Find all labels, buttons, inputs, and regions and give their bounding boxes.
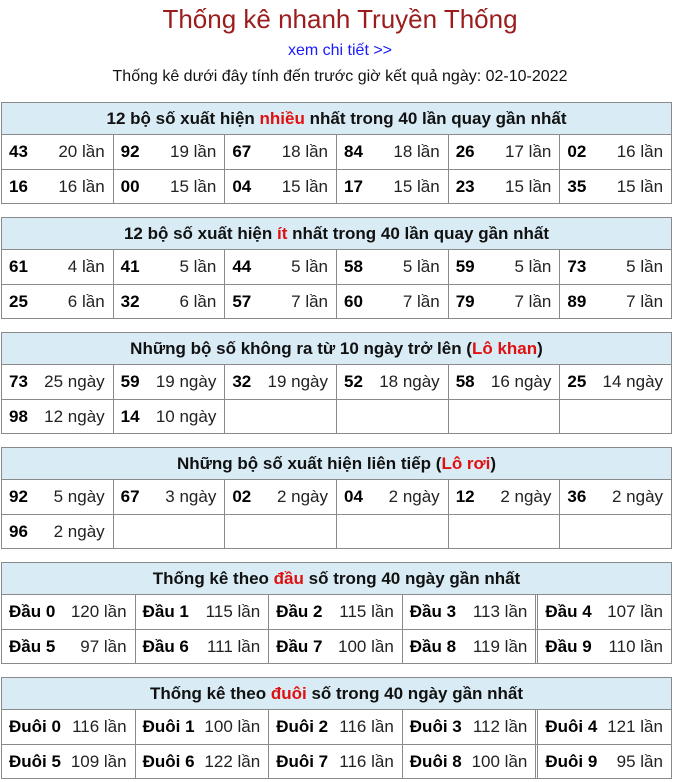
lo-roi-table <box>1 447 672 549</box>
stat-count: 14 ngày <box>602 372 664 391</box>
table-row <box>2 169 671 203</box>
stat-key: Đuôi 2 <box>276 717 329 736</box>
section-title-text: Thống kê theo <box>152 569 274 588</box>
stat-count: 20 lần <box>58 142 105 161</box>
stat-key: Đuôi 9 <box>545 751 598 771</box>
stat-cell <box>448 515 560 548</box>
stat-key: Đuôi 3 <box>409 717 462 736</box>
section-title-text: ) <box>490 454 497 473</box>
stat-key: 02 <box>232 487 252 506</box>
table-row <box>2 514 671 548</box>
section-title <box>2 678 671 710</box>
stat-cell <box>535 710 671 744</box>
stat-count: 18 lần <box>281 142 329 161</box>
stat-count: 122 lần <box>204 751 261 771</box>
stat-cell <box>336 250 448 284</box>
table-row <box>2 365 671 399</box>
stat-count: 15 lần <box>616 176 664 196</box>
section-title-text: Những bộ số không ra từ 10 ngày trở lên ( <box>130 339 472 358</box>
stat-key: 43 <box>9 142 28 161</box>
stat-key: 02 <box>567 142 587 161</box>
stat-cell <box>402 745 536 778</box>
stat-key: Đuôi 8 <box>409 751 462 771</box>
stat-key: Đuôi 0 <box>9 717 61 736</box>
stat-cell <box>268 710 402 744</box>
stat-cell <box>336 135 448 169</box>
stat-cell <box>135 745 269 778</box>
stat-count: 5 lần <box>402 257 440 276</box>
stat-cell <box>448 285 560 318</box>
stat-key: 16 <box>9 176 28 196</box>
stat-cell <box>2 365 113 399</box>
stat-cell <box>559 170 671 203</box>
section-title-text: 12 bộ số xuất hiện <box>106 109 260 128</box>
stat-cell <box>559 480 671 514</box>
stat-key: Đầu 8 <box>409 636 457 656</box>
section-title-highlight: Lô khan <box>471 339 538 358</box>
stat-count: 16 lần <box>616 142 664 161</box>
stat-key: 98 <box>9 406 28 426</box>
stat-cell <box>2 135 113 169</box>
stat-count: 109 lần <box>70 751 127 771</box>
stat-count: 19 lần <box>170 142 217 161</box>
stat-count: 7 lần <box>514 291 552 311</box>
section-title <box>2 563 671 595</box>
stat-cell <box>336 365 448 399</box>
stat-cell <box>113 515 225 548</box>
stat-key: 04 <box>344 487 363 506</box>
stat-cell <box>113 170 225 203</box>
section-title-text: Thống kê theo <box>149 684 271 703</box>
stat-key: 96 <box>9 521 28 541</box>
stat-count: 19 ngày <box>155 372 217 391</box>
stat-cell <box>224 285 336 318</box>
stat-cell <box>559 250 671 284</box>
stat-cell <box>336 170 448 203</box>
section-title-text: số trong 40 ngày gần nhất <box>306 684 524 703</box>
stat-cell <box>268 595 402 629</box>
page-subtitle: Thống kê dưới đây tính đến trước giờ kết quả ngày: 02-10-2022 <box>112 68 568 85</box>
stat-cell <box>402 595 536 629</box>
stat-count: 2 ngày <box>611 487 664 506</box>
stat-cell <box>224 400 336 433</box>
view-details-link[interactable]: xem chi tiết >> <box>287 42 393 59</box>
table-row <box>2 595 671 629</box>
stat-count: 2 ngày <box>388 487 440 506</box>
stat-key: 26 <box>455 142 475 161</box>
stat-key: 89 <box>567 291 587 311</box>
stat-cell <box>559 400 671 433</box>
stat-cell <box>336 400 448 433</box>
stat-cell <box>224 480 336 514</box>
stat-cell <box>113 285 225 318</box>
stat-count: 18 ngày <box>379 372 440 391</box>
section-title <box>2 448 671 480</box>
stat-cell <box>135 630 269 663</box>
stat-cell <box>535 630 671 663</box>
stat-cell <box>402 630 536 663</box>
stat-cell <box>535 595 671 629</box>
stat-cell <box>2 710 135 744</box>
stat-key: 44 <box>232 257 252 276</box>
stat-count: 107 lần <box>607 602 663 621</box>
section-title <box>2 218 671 250</box>
stat-cell <box>336 285 448 318</box>
stat-cell <box>336 515 448 548</box>
section-title-text: Những bộ số xuất hiện liên tiếp ( <box>176 454 442 473</box>
stat-count: 19 ngày <box>267 372 329 391</box>
stat-count: 6 lần <box>179 291 217 311</box>
stat-count: 10 ngày <box>155 406 217 426</box>
section-title-highlight: Lô rơi <box>441 454 491 473</box>
stat-key: Đầu 4 <box>545 602 592 621</box>
table-row <box>2 629 671 663</box>
stat-key: 73 <box>9 372 28 391</box>
section-title-highlight: ít <box>277 224 288 243</box>
stat-count: 112 lần <box>472 717 528 736</box>
section-title-highlight: đầu <box>273 569 304 588</box>
stat-key: 41 <box>120 257 140 276</box>
stat-key: 00 <box>120 176 140 196</box>
stat-count: 110 lần <box>608 636 663 656</box>
stat-key: 52 <box>344 372 363 391</box>
stat-cell <box>224 365 336 399</box>
stat-count: 111 lần <box>206 636 261 656</box>
stat-key: 59 <box>120 372 140 391</box>
stat-count: 17 lần <box>505 142 552 161</box>
stat-count: 15 lần <box>281 176 329 196</box>
stat-count: 2 ngày <box>276 487 329 506</box>
stat-key: 32 <box>232 372 252 391</box>
table-row <box>2 284 671 318</box>
stat-count: 116 lần <box>339 717 394 736</box>
stat-key: Đầu 2 <box>276 602 323 621</box>
stat-count: 119 lần <box>472 636 528 656</box>
stat-count: 7 lần <box>291 291 329 311</box>
stat-cell <box>448 135 560 169</box>
table-row <box>2 744 671 778</box>
stat-count: 121 lần <box>607 717 663 736</box>
table-row <box>2 250 671 284</box>
stat-count: 116 lần <box>72 717 127 736</box>
stat-cell <box>224 250 336 284</box>
stat-count: 7 lần <box>402 291 440 311</box>
table-row <box>2 399 671 433</box>
section-title-text: nhất trong 40 lần quay gần nhất <box>287 224 550 243</box>
stat-cell <box>113 135 225 169</box>
section-title-text: 12 bộ số xuất hiện <box>123 224 277 243</box>
section-title <box>2 333 671 365</box>
stat-key: 79 <box>455 291 475 311</box>
table-row <box>2 710 671 744</box>
stat-cell <box>448 400 560 433</box>
stat-count: 97 lần <box>80 636 127 656</box>
stat-key: 14 <box>120 406 140 426</box>
stat-cell <box>535 745 671 778</box>
stat-cell <box>2 170 113 203</box>
stat-cell <box>268 745 402 778</box>
stat-cell <box>448 170 560 203</box>
stat-cell <box>559 365 671 399</box>
stat-key: 25 <box>9 291 28 311</box>
stat-key: 25 <box>567 372 587 391</box>
stat-cell <box>2 515 113 548</box>
section-title-text: nhất trong 40 lần quay gần nhất <box>304 109 567 128</box>
stat-cell <box>336 480 448 514</box>
stat-count: 115 lần <box>205 602 261 621</box>
stat-count: 5 lần <box>514 257 552 276</box>
section-title-highlight: đuôi <box>270 684 307 703</box>
tail-digit-table <box>1 677 672 779</box>
stat-cell <box>448 250 560 284</box>
stat-cell <box>113 480 225 514</box>
stat-count: 7 lần <box>626 291 664 311</box>
most-frequent-table <box>1 102 672 204</box>
stat-count: 116 lần <box>339 751 394 771</box>
stat-cell <box>135 595 269 629</box>
stat-cell <box>559 285 671 318</box>
stat-count: 6 lần <box>67 291 105 311</box>
stat-count: 2 ngày <box>500 487 552 506</box>
stat-cell <box>402 710 536 744</box>
stat-count: 113 lần <box>472 602 528 621</box>
stat-count: 5 ngày <box>53 487 105 506</box>
section-title-text: ) <box>537 339 543 358</box>
stat-key: Đuôi 4 <box>545 717 598 736</box>
section-title-text: số trong 40 ngày gần nhất <box>303 569 521 588</box>
stat-count: 3 ngày <box>165 487 217 506</box>
stat-count: 16 lần <box>58 176 105 196</box>
stat-cell <box>135 710 269 744</box>
stat-cell <box>2 250 113 284</box>
stat-cell <box>113 400 225 433</box>
stat-count: 5 lần <box>291 257 329 276</box>
stat-key: Đầu 9 <box>545 636 592 656</box>
stat-key: 36 <box>567 487 587 506</box>
stat-key: Đuôi 7 <box>276 751 329 771</box>
stat-cell <box>448 365 560 399</box>
stat-cell <box>268 630 402 663</box>
stat-count: 4 lần <box>67 257 105 276</box>
stat-key: 58 <box>455 372 475 391</box>
stat-key: 84 <box>344 142 363 161</box>
stat-key: Đầu 3 <box>409 602 457 621</box>
stat-cell <box>2 745 135 778</box>
stat-count: 100 lần <box>471 751 528 771</box>
stat-count: 18 lần <box>393 142 440 161</box>
stat-count: 115 lần <box>339 602 394 621</box>
stat-key: 35 <box>567 176 587 196</box>
stat-key: Đầu 5 <box>9 636 56 656</box>
stat-key: 73 <box>567 257 587 276</box>
table-row <box>2 135 671 169</box>
stat-count: 120 lần <box>70 602 127 621</box>
stat-key: Đuôi 5 <box>9 751 61 771</box>
stat-key: 60 <box>344 291 363 311</box>
stat-key: Đầu 0 <box>9 602 56 621</box>
stat-cell <box>224 515 336 548</box>
stat-count: 15 lần <box>170 176 217 196</box>
stat-count: 15 lần <box>505 176 552 196</box>
stat-key: 04 <box>232 176 252 196</box>
stat-key: 32 <box>120 291 140 311</box>
stat-key: Đầu 6 <box>142 636 189 656</box>
stat-key: 17 <box>344 176 363 196</box>
stat-count: 95 lần <box>616 751 663 771</box>
stat-key: 12 <box>455 487 475 506</box>
section-title-highlight: nhiều <box>259 109 305 128</box>
stat-key: 61 <box>9 257 28 276</box>
stat-cell <box>2 630 135 663</box>
stat-cell <box>448 480 560 514</box>
stat-cell <box>2 595 135 629</box>
stat-key: 92 <box>120 142 140 161</box>
stat-count: 100 lần <box>204 717 261 736</box>
head-digit-table <box>1 562 672 664</box>
stat-count: 16 ngày <box>490 372 552 391</box>
stat-cell <box>559 515 671 548</box>
section-title <box>2 103 671 135</box>
stat-key: 67 <box>232 142 252 161</box>
stat-count: 2 ngày <box>53 521 105 541</box>
stat-key: 58 <box>344 257 363 276</box>
lo-khan-table <box>1 332 672 434</box>
stat-cell <box>113 365 225 399</box>
table-row <box>2 480 671 514</box>
stat-cell <box>2 400 113 433</box>
stat-count: 25 ngày <box>44 372 105 391</box>
stat-cell <box>559 135 671 169</box>
stat-count: 15 lần <box>393 176 440 196</box>
stat-key: Đuôi 6 <box>142 751 195 771</box>
stat-cell <box>224 170 336 203</box>
stat-cell <box>2 285 113 318</box>
stat-cell <box>2 480 113 514</box>
stat-count: 100 lần <box>338 636 394 656</box>
stat-key: Đầu 1 <box>142 602 189 621</box>
stat-cell <box>113 250 225 284</box>
stat-key: Đuôi 1 <box>142 717 195 736</box>
page-title: Thống kê nhanh Truyền Thống <box>162 4 518 34</box>
stat-count: 5 lần <box>626 257 664 276</box>
stat-key: 59 <box>455 257 475 276</box>
stat-count: 5 lần <box>179 257 217 276</box>
stat-key: Đầu 7 <box>276 636 323 656</box>
stat-key: 23 <box>455 176 475 196</box>
stat-cell <box>224 135 336 169</box>
stat-key: 57 <box>232 291 252 311</box>
stat-count: 12 ngày <box>44 406 105 426</box>
stat-key: 67 <box>120 487 140 506</box>
least-frequent-table <box>1 217 672 319</box>
stat-key: 92 <box>9 487 28 506</box>
